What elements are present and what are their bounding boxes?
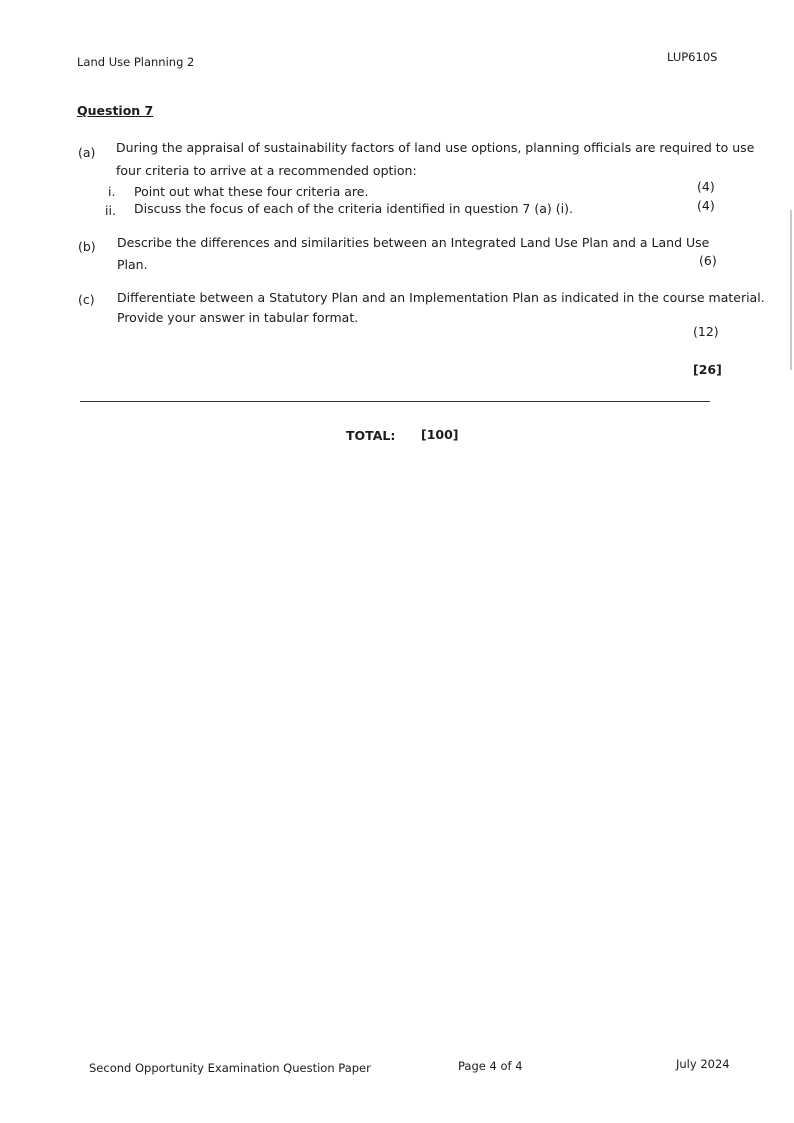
part-a-label: (a) (78, 145, 96, 160)
scan-edge-mark (790, 210, 792, 370)
divider-line (80, 401, 710, 402)
part-a-i-marks: (4) (697, 179, 715, 194)
total-value: [100] (421, 427, 459, 442)
footer-paper-title: Second Opportunity Examination Question Paper (89, 1061, 371, 1075)
footer-page-number: Page 4 of 4 (458, 1059, 523, 1073)
footer-date: July 2024 (676, 1057, 730, 1071)
part-a-text-line2: four criteria to arrive at a recommended option: (116, 163, 417, 178)
part-a-text-line1: During the appraisal of sustainability factors of land use options, planning officials are required to use (116, 140, 755, 155)
question-title: Question 7 (77, 103, 154, 118)
part-c-text-line2: Provide your answer in tabular format. (117, 310, 359, 325)
part-c-label: (c) (78, 292, 95, 307)
total-label: TOTAL: (346, 428, 396, 443)
question-total-marks: [26] (693, 362, 722, 377)
part-a-ii-text: Discuss the focus of each of the criteria identified in question 7 (a) (i). (134, 201, 573, 216)
part-b-marks: (6) (699, 253, 717, 268)
course-name: Land Use Planning 2 (77, 55, 195, 69)
part-b-label: (b) (78, 239, 96, 254)
course-code: LUP610S (667, 50, 718, 64)
part-c-text-line1: Differentiate between a Statutory Plan and an Implementation Plan as indicated in the course material. (117, 290, 765, 305)
part-a-i-number: i. (108, 184, 116, 199)
part-b-text-line1: Describe the differences and similarities between an Integrated Land Use Plan and a Land Use (117, 235, 710, 250)
part-a-ii-number: ii. (105, 203, 116, 218)
part-a-ii-marks: (4) (697, 198, 715, 213)
part-c-marks: (12) (693, 324, 719, 339)
part-b-text-line2: Plan. (117, 257, 148, 272)
part-a-i-text: Point out what these four criteria are. (134, 184, 369, 199)
